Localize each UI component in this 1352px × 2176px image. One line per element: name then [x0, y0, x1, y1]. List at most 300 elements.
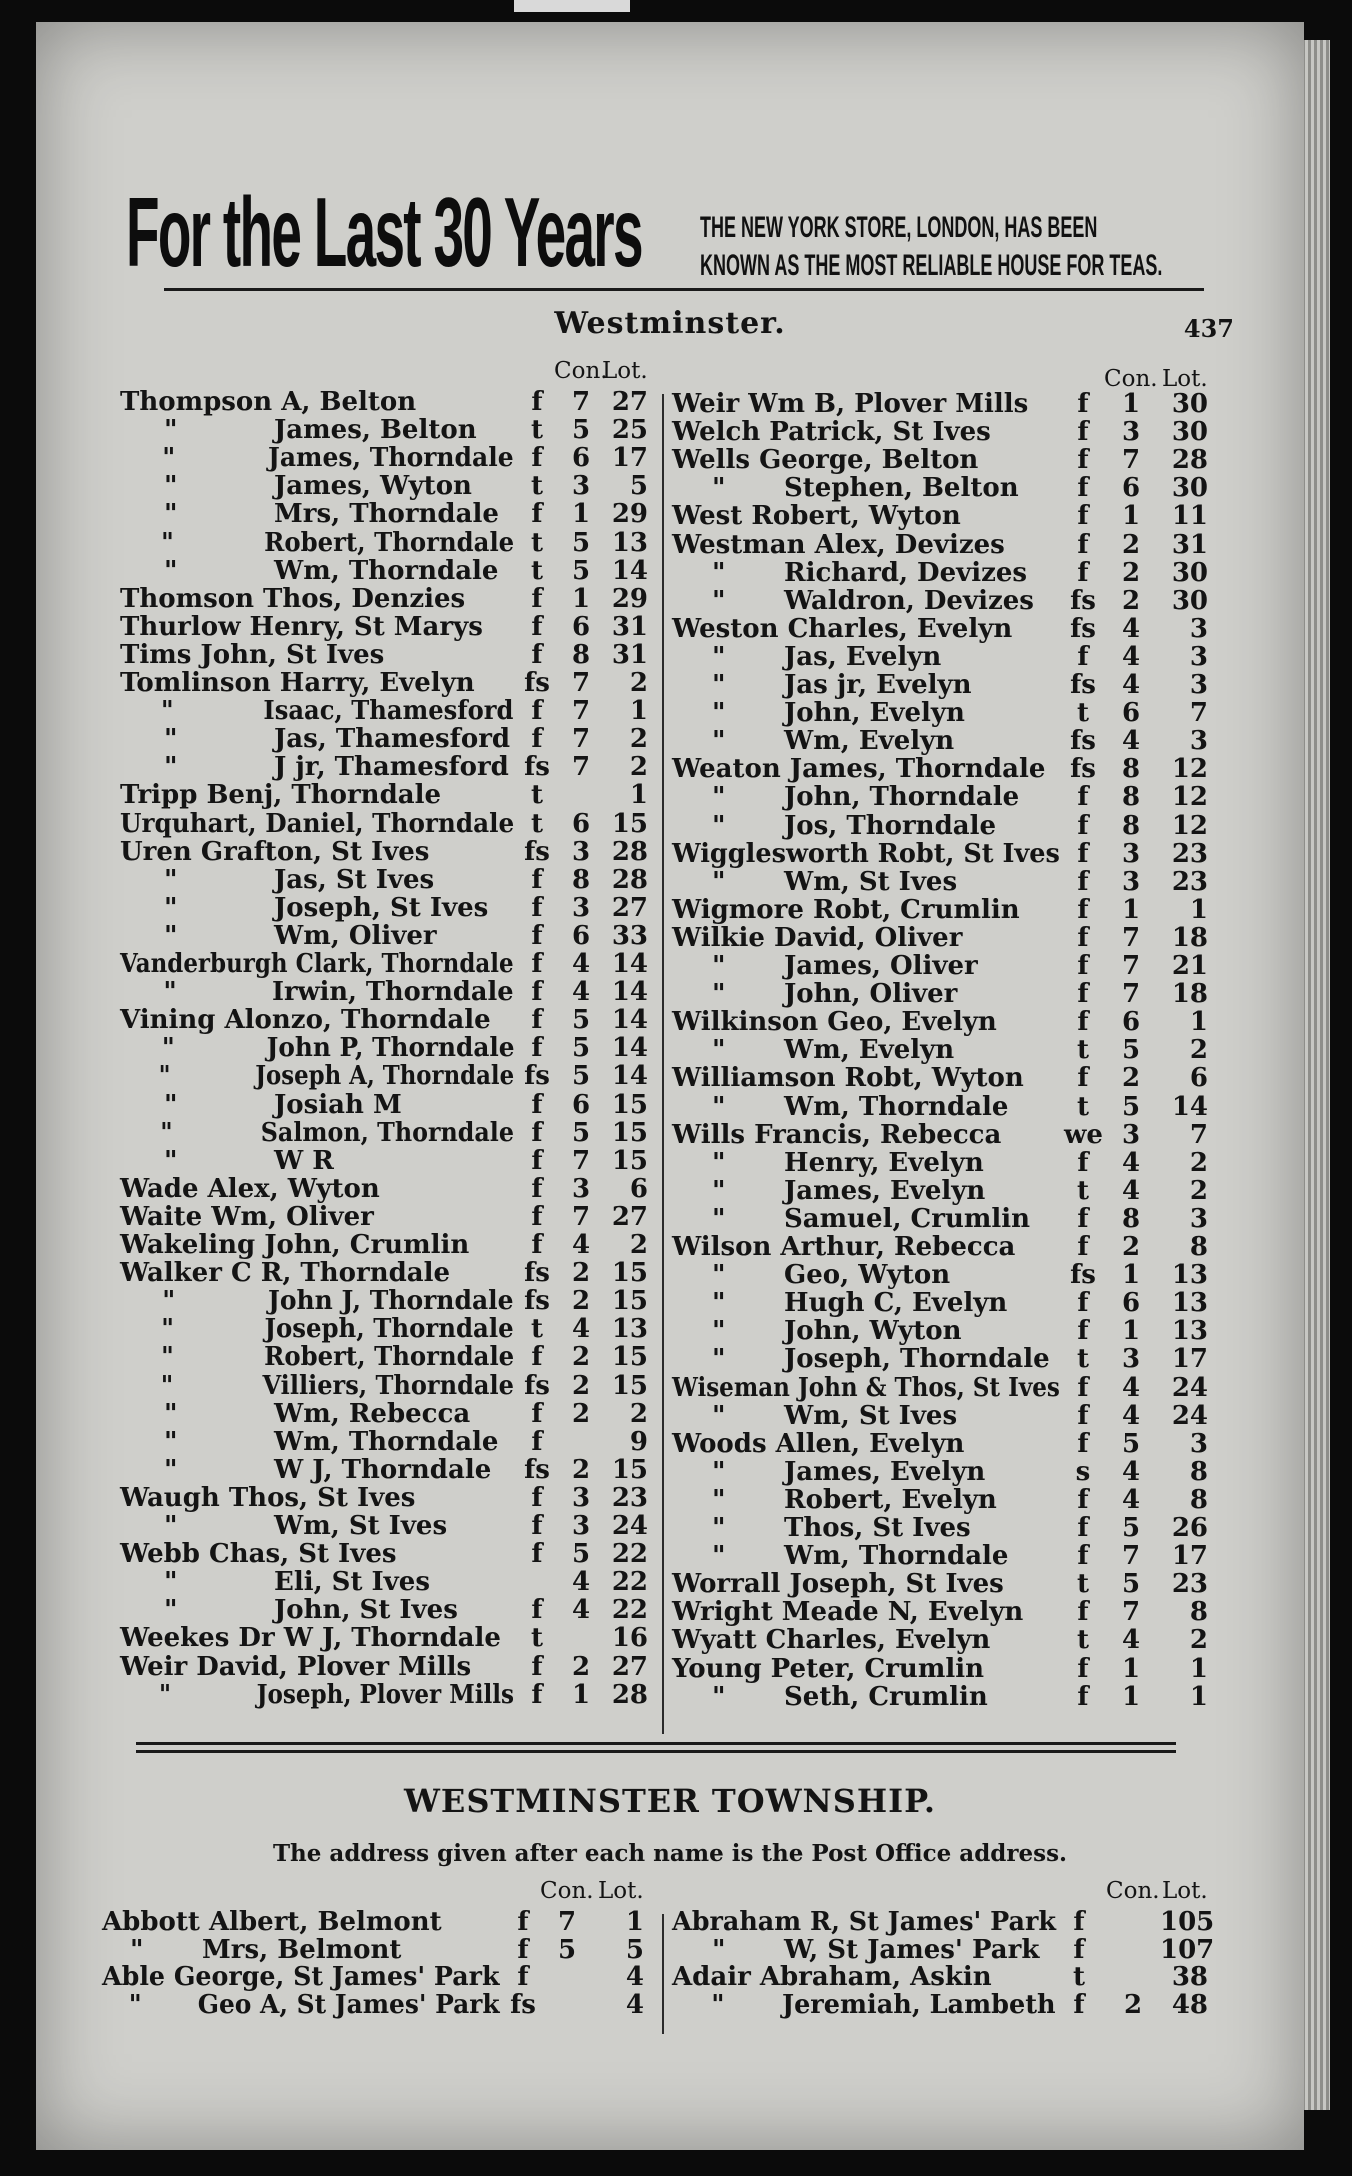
- entry-name-text: Wm, Evelyn: [784, 726, 955, 757]
- entry-tenure: f: [531, 977, 543, 1008]
- entry-name: [120, 1231, 469, 1259]
- entry-name: [120, 557, 498, 585]
- entry-con: 2: [1121, 1063, 1141, 1094]
- entry-tenure: t: [530, 780, 543, 811]
- entry-name: [672, 390, 1028, 418]
- ditto-mark: ": [158, 1061, 171, 1092]
- entry-name: [672, 587, 1034, 615]
- ditto-mark: ": [164, 1511, 178, 1541]
- entry-name: [120, 669, 475, 697]
- directory-entry: [102, 1991, 656, 2019]
- ditto-mark: ": [164, 1595, 178, 1626]
- entry-name-text: Wills Francis, Rebecca: [672, 1119, 1002, 1150]
- entry-name: [672, 1317, 962, 1345]
- entry-name-text: Wm, St Ives: [784, 866, 958, 897]
- entry-name: [672, 474, 1019, 502]
- ditto-mark: ": [712, 585, 726, 616]
- directory-entry: [120, 1315, 656, 1343]
- entry-lot: 30: [1171, 473, 1208, 504]
- entry-tenure: t: [530, 555, 543, 586]
- entry-lot: 15: [611, 1145, 648, 1176]
- ditto-mark: ": [712, 1513, 726, 1543]
- entry-name-text: Thurlow Henry, St Marys: [120, 611, 483, 642]
- entry-con: 2: [571, 1342, 591, 1373]
- entry-name: [672, 1402, 957, 1430]
- entry-lot: 22: [611, 1595, 648, 1626]
- entry-name: [120, 1034, 515, 1062]
- entry-lot: 3: [1189, 670, 1208, 700]
- entry-name-text: Abbott Albert, Belmont: [102, 1907, 442, 1937]
- entry-name-text: Wright Meade N, Evelyn: [672, 1597, 1024, 1628]
- entry-con: 5: [1121, 1513, 1141, 1543]
- entry-tenure: f: [517, 1934, 529, 1965]
- entry-tenure: f: [531, 1398, 543, 1429]
- directory-entry: [672, 812, 1212, 840]
- directory-entry: [120, 1034, 656, 1062]
- entry-con: 3: [1121, 1119, 1141, 1150]
- entry-tenure: f: [517, 1907, 529, 1937]
- entry-lot: 9: [629, 1426, 648, 1457]
- directory-entry: [120, 416, 656, 444]
- entry-tenure: fs: [1070, 1260, 1096, 1291]
- entry-con: 2: [1121, 557, 1141, 588]
- entry-tenure: fs: [524, 1370, 550, 1401]
- entry-lot: 6: [1189, 1063, 1208, 1094]
- entry-con: 1: [1121, 1260, 1141, 1291]
- entry-name: [120, 1006, 491, 1034]
- entry-tenure: f: [1077, 1484, 1089, 1515]
- directory-entry: [120, 1456, 656, 1484]
- ditto-mark: ": [712, 1035, 726, 1066]
- entry-tenure: f: [1077, 922, 1089, 953]
- entry-tenure: f: [531, 1651, 543, 1682]
- entry-tenure: f: [1077, 1597, 1089, 1628]
- entry-tenure: f: [1077, 810, 1089, 841]
- entry-name: [120, 1119, 514, 1147]
- entry-con: 4: [1121, 726, 1141, 757]
- entry-name-text: Jas, Evelyn: [784, 641, 942, 672]
- directory-entry: [120, 1259, 656, 1287]
- entry-name: [120, 1062, 514, 1090]
- ditto-mark: ": [161, 1342, 174, 1373]
- directory-entry: [120, 1343, 656, 1371]
- directory-entry: [102, 1936, 656, 1964]
- entry-con: 4: [1121, 1484, 1141, 1515]
- entry-lot: 2: [1189, 1035, 1208, 1066]
- entry-lot: 23: [1171, 838, 1208, 869]
- entry-name: [120, 472, 472, 500]
- entry-name: [672, 1598, 1023, 1626]
- entry-con: 6: [571, 443, 591, 474]
- entry-con: 2: [571, 1651, 591, 1682]
- entry-lot: 3: [1189, 1203, 1208, 1234]
- entry-name-text: Wilkinson Geo, Evelyn: [672, 1007, 997, 1038]
- entry-name: [120, 1428, 498, 1456]
- entry-lot: 12: [1171, 754, 1208, 785]
- directory-entry: [120, 810, 656, 838]
- entry-name: [102, 1963, 500, 1991]
- directory-entry: [672, 1317, 1212, 1345]
- ditto-mark: ": [162, 1286, 176, 1317]
- entry-name: [672, 1963, 992, 1991]
- entry-tenure: f: [1077, 1147, 1089, 1178]
- lot-header: Lot.: [1162, 1878, 1208, 1904]
- entry-name: [120, 613, 483, 641]
- entry-lot: 15: [611, 1342, 648, 1373]
- entry-name: [672, 643, 941, 671]
- entry-con: 1: [1121, 1316, 1141, 1347]
- entry-con: 7: [571, 696, 591, 727]
- directory-entry: [120, 500, 656, 528]
- entry-name-text: Thompson A, Belton: [120, 387, 417, 417]
- entry-con: 6: [1121, 698, 1141, 729]
- entry-con: 5: [1121, 1569, 1141, 1600]
- ditto-mark: ": [712, 1541, 726, 1572]
- entry-lot: 15: [611, 1454, 648, 1485]
- entry-con: 3: [571, 1482, 591, 1513]
- entry-con: 3: [1121, 838, 1141, 869]
- directory-entry: [672, 446, 1212, 474]
- entry-tenure: f: [1077, 1288, 1089, 1319]
- entry-con: 1: [571, 499, 591, 530]
- entry-con: 3: [1121, 1344, 1141, 1375]
- entry-lot: 2: [629, 724, 648, 755]
- entry-name: [120, 1681, 514, 1709]
- entry-name: [120, 978, 514, 1006]
- entry-tenure: f: [531, 443, 543, 474]
- entry-lot: 17: [1171, 1344, 1208, 1375]
- entry-con: 3: [571, 471, 591, 502]
- ditto-mark: ": [164, 1145, 178, 1176]
- directory-entry: [120, 697, 656, 725]
- entry-lot: 14: [611, 555, 648, 586]
- entry-tenure: t: [530, 471, 543, 502]
- ditto-mark: ": [712, 1484, 726, 1515]
- ditto-mark: ": [164, 752, 178, 783]
- entry-lot: 5: [629, 471, 648, 502]
- entry-lot: 38: [1171, 1962, 1208, 1992]
- directory-entry: [672, 671, 1212, 699]
- entry-name-text: Waugh Thos, St Ives: [120, 1482, 416, 1513]
- ditto-mark: ": [712, 1316, 726, 1347]
- directory-entry: [672, 1991, 1212, 2019]
- entry-name: [120, 781, 441, 809]
- ditto-mark: ": [712, 1260, 726, 1291]
- entry-tenure: we: [1064, 1119, 1103, 1150]
- entry-name: [120, 1512, 447, 1540]
- entry-tenure: fs: [524, 1258, 550, 1289]
- entry-lot: 11: [1171, 501, 1208, 532]
- ditto-mark: ": [160, 696, 174, 727]
- entry-name: [672, 1177, 985, 1205]
- entry-con: 3: [1121, 417, 1141, 448]
- entry-tenure: f: [531, 696, 543, 727]
- entry-name-text: Weir David, Plover Mills: [120, 1651, 472, 1682]
- entry-tenure: t: [1076, 1175, 1089, 1206]
- entry-tenure: f: [1077, 1063, 1089, 1094]
- entry-lot: 7: [1189, 698, 1208, 729]
- entry-lot: 2: [1189, 1147, 1208, 1178]
- entry-tenure: f: [1077, 782, 1089, 813]
- entry-con: 7: [1121, 951, 1141, 981]
- entry-name: [120, 1203, 374, 1231]
- entry-lot: 15: [611, 1117, 648, 1148]
- entry-con: 1: [1121, 501, 1141, 532]
- entry-name-text: Wm, St Ives: [784, 1400, 958, 1431]
- entry-lot: 26: [1171, 1513, 1208, 1543]
- ditto-mark: ": [711, 1989, 725, 2020]
- entry-tenure: fs: [524, 836, 550, 867]
- entry-con: 4: [571, 1230, 591, 1260]
- directory-entry: [672, 1064, 1212, 1092]
- ditto-mark: ": [161, 1314, 174, 1345]
- entry-name: [672, 671, 972, 699]
- entry-name: [672, 1430, 964, 1458]
- directory-entry: [672, 1430, 1212, 1458]
- directory-entry: [120, 1484, 656, 1512]
- entry-con: 5: [571, 1061, 591, 1092]
- directory-entry: [120, 1400, 656, 1428]
- ditto-mark: ": [712, 810, 726, 841]
- entry-name-text: Wade Alex, Wyton: [120, 1173, 380, 1204]
- entry-name-text: John, Wyton: [784, 1316, 962, 1347]
- entry-name-text: Wilson Arthur, Rebecca: [672, 1232, 1016, 1262]
- entry-name-text: Jos, Thorndale: [784, 810, 997, 841]
- directory-entry: [672, 1345, 1212, 1373]
- directory-entry: [120, 1287, 656, 1315]
- entry-con: 3: [571, 836, 591, 867]
- entry-lot: 29: [611, 499, 648, 530]
- advertisement-line-2: KNOWN AS THE MOST RELIABLE HOUSE FOR TEAS.: [700, 249, 1163, 282]
- running-head: Westminster.: [554, 306, 786, 341]
- con-header: Con.: [540, 1878, 594, 1904]
- entry-lot: 3: [1189, 726, 1208, 757]
- ditto-mark: ": [712, 473, 726, 504]
- ditto-mark: ": [712, 670, 726, 700]
- entry-name: [672, 615, 1012, 643]
- entry-con: 7: [1121, 979, 1141, 1010]
- entry-lot: 21: [1171, 951, 1208, 981]
- directory-entry: [102, 1963, 656, 1991]
- entry-lot: 2: [1189, 1625, 1208, 1656]
- entry-name-text: Wm, Evelyn: [784, 1035, 955, 1066]
- entry-lot: 3: [1189, 641, 1208, 672]
- entry-name-text: Seth, Crumlin: [784, 1681, 988, 1712]
- entry-tenure: t: [1076, 1344, 1089, 1375]
- entry-con: 7: [1121, 1541, 1141, 1572]
- ditto-mark: ": [712, 1288, 726, 1319]
- entry-name: [120, 1484, 415, 1512]
- entry-con: 5: [571, 527, 591, 558]
- entry-con: 7: [571, 752, 591, 783]
- entry-name-text: Richard, Devizes: [784, 557, 1028, 588]
- entry-tenure: f: [531, 639, 543, 670]
- entry-con: 8: [571, 864, 591, 895]
- directory-entry: [672, 1907, 1215, 1937]
- entry-name: [672, 868, 957, 896]
- entry-lot: 15: [611, 1370, 648, 1401]
- film-frame-notch: [514, 0, 630, 12]
- entry-lot: 27: [611, 892, 648, 923]
- entry-name-text: Able George, St James' Park: [102, 1962, 500, 1992]
- entry-lot: 28: [611, 864, 648, 895]
- entry-tenure: f: [531, 1089, 543, 1120]
- directory-entry: [672, 699, 1212, 727]
- directory-entry: [102, 1908, 656, 1936]
- entry-name: [672, 952, 978, 980]
- entry-name-text: West Robert, Wyton: [672, 501, 961, 532]
- ditto-mark: ": [712, 1175, 726, 1206]
- entry-tenure: f: [1077, 1007, 1089, 1038]
- entry-name: [120, 641, 384, 669]
- entry-lot: 31: [611, 639, 648, 670]
- entry-lot: 23: [1171, 1569, 1208, 1600]
- entry-tenure: f: [1077, 951, 1089, 981]
- directory-entry: [120, 1512, 656, 1540]
- entry-name: [120, 950, 514, 978]
- entry-name: [672, 531, 1005, 559]
- column-divider: [662, 1914, 664, 2034]
- entry-tenure: f: [531, 1482, 543, 1513]
- entry-lot: 3: [1189, 613, 1208, 644]
- entry-tenure: fs: [1070, 726, 1096, 757]
- entry-name-text: Weir Wm B, Plover Mills: [672, 389, 1029, 419]
- directory-entry: [120, 1175, 656, 1203]
- entry-name: [120, 1315, 514, 1343]
- entry-name: [672, 1374, 1060, 1402]
- directory-entry: [120, 866, 656, 894]
- entry-con: 5: [1121, 1428, 1141, 1459]
- entry-name-text: Joseph, Thorndale: [264, 1314, 514, 1345]
- entry-name-text: J jr, Thamesford: [274, 752, 509, 783]
- entry-name: [120, 1372, 514, 1400]
- entry-name: [120, 1147, 334, 1175]
- entry-tenure: f: [531, 1033, 543, 1064]
- entry-name: [120, 1596, 458, 1624]
- entry-name: [672, 727, 954, 755]
- entry-con: 5: [1121, 1035, 1141, 1066]
- directory-entry: [120, 585, 656, 613]
- entry-name-text: Walker C R, Thorndale: [120, 1258, 451, 1289]
- entry-con: 2: [1121, 1232, 1141, 1262]
- entry-tenure: f: [531, 583, 543, 614]
- directory-entry: [672, 1542, 1212, 1570]
- entry-name-text: Villiers, Thorndale: [262, 1370, 514, 1401]
- entry-lot: 12: [1171, 782, 1208, 813]
- directory-entry: [120, 641, 656, 669]
- entry-lot: 1: [1189, 1681, 1208, 1712]
- entry-lot: 8: [1189, 1484, 1208, 1515]
- column-header: [102, 1878, 656, 1906]
- entry-lot: 23: [611, 1482, 648, 1513]
- entry-lot: 3: [1189, 1428, 1208, 1459]
- entry-name-text: Vanderburgh Clark, Thorndale: [120, 949, 514, 979]
- entry-name-text: Wiseman John & Thos, St Ives: [672, 1372, 1060, 1403]
- entry-name-text: Geo A, St James' Park: [197, 1989, 500, 2020]
- entry-tenure: fs: [1070, 613, 1096, 644]
- entry-tenure: f: [1077, 1513, 1089, 1543]
- entry-tenure: f: [531, 611, 543, 642]
- entry-con: 6: [1121, 473, 1141, 504]
- entry-lot: 6: [629, 1173, 648, 1204]
- entry-tenure: f: [1077, 641, 1089, 672]
- section-title: WESTMINSTER TOWNSHIP.: [403, 1782, 937, 1820]
- directory-entry: [672, 980, 1212, 1008]
- entry-name-text: John P, Thorndale: [266, 1033, 515, 1064]
- entry-name: [102, 1908, 442, 1936]
- entry-name: [672, 446, 978, 474]
- entry-name: [672, 1458, 985, 1486]
- entry-con: 2: [1123, 1989, 1143, 2020]
- entry-lot: 1: [1189, 1653, 1208, 1684]
- entry-con: 1: [1121, 389, 1141, 419]
- entry-lot: 29: [611, 583, 648, 614]
- entry-tenure: f: [531, 1342, 543, 1373]
- entry-lot: 28: [611, 1679, 648, 1710]
- entry-name: [672, 1345, 1050, 1373]
- entry-con: 2: [571, 1398, 591, 1429]
- entry-tenure: f: [531, 387, 543, 417]
- entry-name: [120, 1540, 397, 1568]
- directory-entry: [120, 781, 656, 809]
- entry-lot: 4: [625, 1989, 644, 2020]
- entry-tenure: f: [531, 1595, 543, 1626]
- entry-name-text: Waldron, Devizes: [784, 585, 1034, 616]
- directory-entry: [120, 1681, 656, 1709]
- entry-lot: 15: [611, 1089, 648, 1120]
- entry-tenure: f: [1077, 389, 1089, 419]
- page-edge-stack: [1302, 40, 1330, 2110]
- entry-lot: 30: [1171, 557, 1208, 588]
- entry-tenure: f: [1077, 1316, 1089, 1347]
- entry-tenure: t: [1076, 1091, 1089, 1122]
- entry-lot: 22: [611, 1539, 648, 1570]
- entry-name: [672, 1289, 1007, 1317]
- entry-con: 2: [571, 1370, 591, 1401]
- entry-name-text: James, Belton: [274, 415, 477, 446]
- ditto-mark: ": [712, 1400, 726, 1431]
- entry-tenure: f: [531, 920, 543, 951]
- entry-tenure: t: [1076, 1569, 1089, 1600]
- entry-name: [672, 896, 1020, 924]
- entry-con: 4: [1121, 670, 1141, 700]
- entry-name-text: Jas jr, Evelyn: [784, 670, 972, 700]
- directory-entry: [672, 1402, 1212, 1430]
- entry-con: 4: [1121, 1175, 1141, 1206]
- entry-tenure: fs: [524, 1454, 550, 1485]
- entry-con: 5: [571, 1539, 591, 1570]
- entry-lot: 13: [1171, 1260, 1208, 1291]
- entry-name: [120, 1091, 402, 1119]
- directory-entry: [672, 643, 1212, 671]
- entry-name: [120, 1343, 514, 1371]
- entry-name-text: Weston Charles, Evelyn: [672, 613, 1013, 644]
- directory-entry: [120, 1119, 656, 1147]
- entry-name-text: Williamson Robt, Wyton: [672, 1063, 1024, 1094]
- entry-name-text: Thomson Thos, Denzies: [120, 583, 466, 614]
- entry-name-text: Wm, St Ives: [274, 1511, 448, 1541]
- entry-lot: 8: [1189, 1232, 1208, 1262]
- entry-con: 7: [557, 1907, 577, 1937]
- entry-name-text: John J, Thorndale: [267, 1286, 514, 1317]
- ditto-mark: ": [164, 1426, 178, 1457]
- entry-name-text: W, St James' Park: [784, 1934, 1040, 1965]
- column-divider: [662, 394, 664, 1734]
- directory-entry: [672, 1289, 1212, 1317]
- ditto-mark: ": [712, 979, 726, 1010]
- entry-name: [120, 416, 477, 444]
- entry-name-text: John, Thorndale: [784, 782, 1020, 813]
